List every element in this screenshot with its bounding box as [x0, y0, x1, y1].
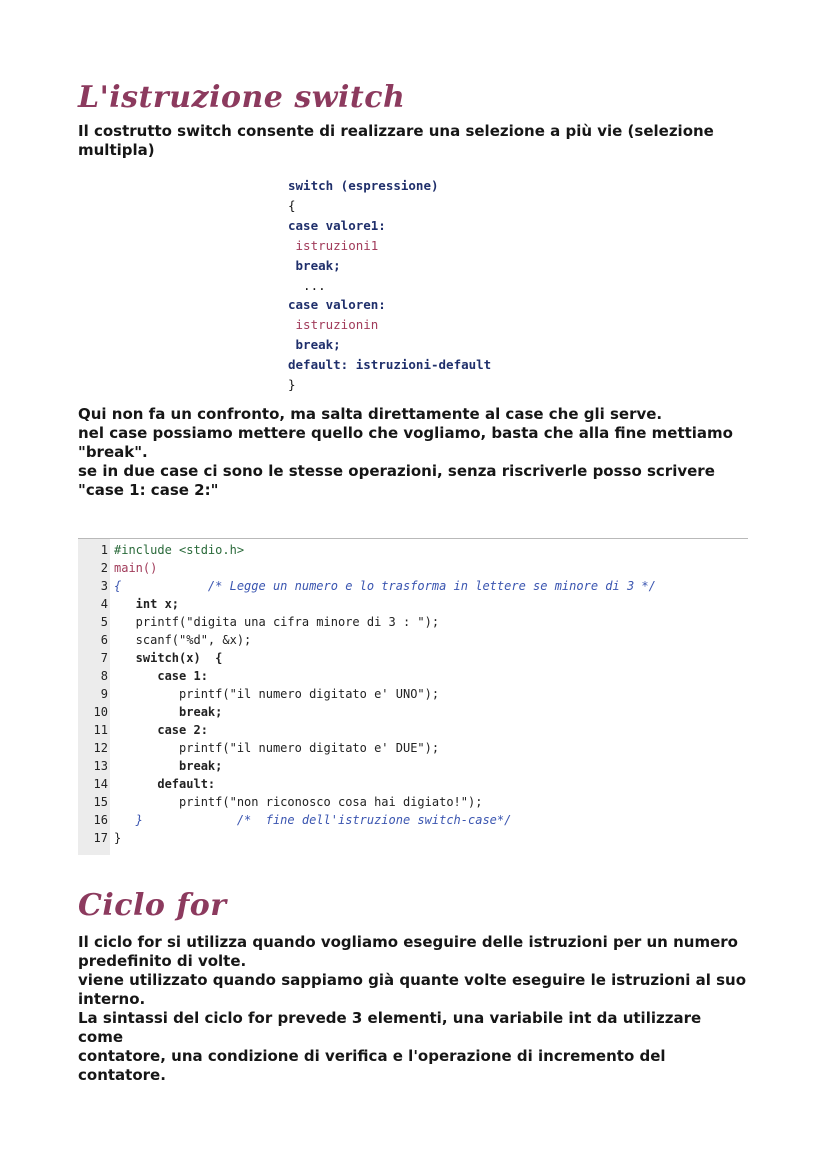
line-code: break;: [114, 759, 223, 773]
line-number: 9: [100, 687, 108, 701]
line-number: 7: [100, 651, 108, 665]
line-number: 12: [93, 741, 108, 755]
syntax-line: istruzionin: [288, 317, 379, 333]
code-line: [78, 667, 748, 685]
text-line: se in due case ci sono le stesse operazioni, senza riscriverle posso scrivere: [78, 462, 715, 480]
line-code: case 1:: [114, 669, 208, 683]
code-line: [78, 649, 748, 667]
text-line: "break".: [78, 443, 148, 461]
text-line: contatore, una condizione di verifica e l'operazione di incremento del: [78, 1047, 666, 1065]
code-line: [78, 541, 748, 559]
text-line: contatore.: [78, 1066, 166, 1084]
code-line: [78, 631, 748, 649]
text-line: interno.: [78, 990, 146, 1008]
for-description-paragraph: [78, 933, 748, 1085]
syntax-line: ...: [288, 277, 326, 293]
line-code: #include <stdio.h>: [114, 543, 245, 557]
line-number: 1: [100, 543, 108, 557]
code-line: [78, 559, 748, 577]
code-line: [78, 811, 748, 829]
syntax-line: default: istruzioni-default: [288, 357, 492, 373]
line-number: 8: [100, 669, 108, 683]
code-line: [78, 613, 748, 631]
line-number: 14: [93, 777, 108, 791]
line-code: scanf("%d", &x);: [114, 633, 252, 647]
text-line: predefinito di volte.: [78, 952, 247, 970]
code-line: [78, 739, 748, 757]
code-line: [78, 757, 748, 775]
text-line: Il costrutto switch consente di realizzare una selezione a più vie (selezione: [78, 122, 714, 140]
syntax-line: istruzioni1: [288, 237, 379, 253]
syntax-line: break;: [288, 257, 341, 273]
syntax-line: break;: [288, 337, 341, 353]
line-code: default:: [114, 777, 216, 791]
line-code: main(): [114, 561, 158, 575]
line-number: 13: [93, 759, 108, 773]
code-example-block: [78, 538, 748, 855]
line-number: 10: [93, 705, 108, 719]
text-line: nel case possiamo mettere quello che vogliamo, basta che alla fine mettiamo: [78, 424, 733, 442]
code-line: [78, 829, 748, 847]
line-code: int x;: [114, 597, 180, 611]
line-number: 17: [93, 831, 108, 845]
text-line: Qui non fa un confronto, ma salta direttamente al case che gli serve.: [78, 405, 663, 423]
line-code: { /* Legge un numero e lo trasforma in lettere se minore di 3 */: [114, 579, 656, 593]
code-line: [78, 721, 748, 739]
text-line: La sintassi del ciclo for prevede 3 elementi, una variabile int da utilizzare come: [78, 1009, 702, 1046]
line-code: }: [114, 831, 122, 845]
code-line: [78, 703, 748, 721]
line-number: 15: [93, 795, 108, 809]
line-code: printf("digita una cifra minore di 3 : ");: [114, 615, 440, 629]
code-line: [78, 577, 748, 595]
switch-intro-paragraph: [78, 122, 748, 160]
syntax-line: case valoren:: [288, 297, 386, 313]
code-line: [78, 685, 748, 703]
syntax-line: }: [288, 377, 296, 393]
line-number: 16: [93, 813, 108, 827]
code-line: [78, 793, 748, 811]
line-number: 5: [100, 615, 108, 629]
line-number: 4: [100, 597, 108, 611]
line-number: 11: [93, 723, 108, 737]
line-code: } /* fine dell'istruzione switch-case*/: [114, 813, 512, 827]
line-code: printf("il numero digitato e' DUE");: [114, 741, 440, 755]
code-line: [78, 775, 748, 793]
line-code: case 2:: [114, 723, 208, 737]
line-number: 6: [100, 633, 108, 647]
line-code: break;: [114, 705, 223, 719]
line-code: switch(x) {: [114, 651, 223, 665]
for-section-title: Ciclo for: [78, 888, 227, 923]
line-number: 3: [100, 579, 108, 593]
code-line: [78, 595, 748, 613]
line-code: printf("non riconosco cosa hai digiato!");: [114, 795, 483, 809]
text-line: multipla): [78, 141, 155, 159]
text-line: Il ciclo for si utilizza quando vogliamo eseguire delle istruzioni per un numero: [78, 933, 738, 951]
switch-section-title: L'istruzione switch: [78, 80, 406, 115]
syntax-line: {: [288, 197, 296, 213]
text-line: "case 1: case 2:": [78, 481, 219, 499]
switch-notes-paragraph: [78, 405, 748, 500]
line-code: printf("il numero digitato e' UNO");: [114, 687, 440, 701]
syntax-line: case valore1:: [288, 217, 386, 233]
text-line: viene utilizzato quando sappiamo già quante volte eseguire le istruzioni al suo: [78, 971, 747, 989]
line-number: 2: [100, 561, 108, 575]
syntax-line: switch (espressione): [288, 178, 439, 193]
switch-syntax-block: [288, 176, 491, 395]
